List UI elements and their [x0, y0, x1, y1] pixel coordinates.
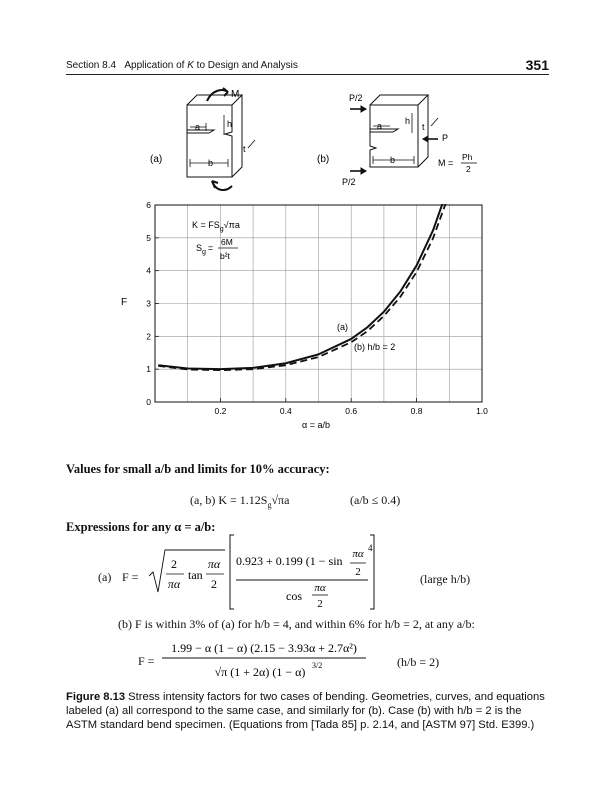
diagram-a-moment-label: M [231, 89, 240, 100]
formula-k: $K = FS_g√\pi a$ [192, 220, 240, 233]
x-axis-label: α = a/b [302, 420, 330, 430]
x-tick-label: 0.8 [410, 406, 423, 416]
section-title-part: to Design and Analysis [193, 60, 298, 71]
eq-a-prefactor [148, 548, 226, 598]
svg-text:4: 4 [368, 543, 373, 553]
diagram-a-b-label: b [208, 158, 214, 168]
y-tick-label: 6 [146, 200, 151, 210]
svg-text:cos: cos [286, 589, 302, 603]
diagram-b-moment-lhs: M = [438, 158, 454, 168]
diagram-b [350, 95, 477, 174]
y-axis-label: F [121, 297, 128, 308]
svg-text:√π (1 + 2α) (1 − α): √π (1 + 2α) (1 − α) [214, 665, 306, 679]
diagram-b-side-load: P [442, 133, 449, 143]
diagram-a-h-label: h [227, 119, 233, 129]
diagram-b-top-load: P/2 [349, 93, 363, 103]
y-tick-label: 4 [146, 265, 151, 276]
svg-text:2: 2 [211, 577, 217, 591]
eq-a-condition: (large h/b) [420, 572, 471, 586]
eq-a-label: (a) [98, 570, 112, 584]
eq-a-bracket-term [228, 533, 378, 611]
svg-text:πα: πα [314, 582, 326, 594]
diagram-b-moment-den: 2 [466, 164, 471, 174]
svg-text:πα: πα [167, 577, 181, 591]
formula-s-num: 6M [221, 237, 233, 247]
svg-text:2: 2 [317, 598, 323, 610]
eq-c-condition: (h/b = 2) [397, 655, 440, 669]
diagram-a-label: (a) [150, 154, 163, 165]
x-tick-label: 0.4 [279, 406, 292, 416]
svg-text:2: 2 [171, 557, 177, 571]
small-values-condition: (a/b ≤ 0.4) [350, 493, 401, 507]
svg-text:2: 2 [355, 566, 361, 578]
y-tick-label: 1 [146, 364, 151, 375]
eq-c-fraction [160, 636, 370, 684]
svg-text:1.99 − α (1 − α) (2.15 − 3.93α: 1.99 − α (1 − α) (2.15 − 3.93α + 2.7α²) [171, 641, 357, 655]
formula-s: $S_g$ = [196, 243, 214, 256]
section-title-part: Application of [124, 60, 188, 71]
y-tick-label: 0 [146, 397, 151, 407]
diagram-a [187, 88, 255, 190]
figure-caption [66, 690, 548, 732]
diagram-b-bottom-load: P/2 [342, 177, 356, 187]
svg-text:0.923 + 0.199 (1 − sin: 0.923 + 0.199 (1 − sin [236, 554, 343, 568]
diagram-b-b-label: b [390, 155, 396, 165]
y-tick-label: 3 [146, 298, 151, 309]
x-tick-label: 0.6 [345, 406, 358, 416]
caption-body: Stress intensity factors for two cases of bending. Geometries, curves, and equations labeled (a) all correspond to the same case, and similarly for (b). Case (b) with h/b = 2 is the ASTM standard bend specimen. (Equations from [Tada 85] p. 2.14, and [ASTM 97] Std. E399.) [66, 691, 545, 731]
diagram-b-h-label: h [405, 116, 411, 126]
svg-text:πα: πα [352, 548, 364, 560]
x-tick-label: 0.2 [214, 406, 227, 416]
page-number: 351 [525, 57, 549, 73]
diagram-b-moment-num: Ph [462, 152, 473, 162]
svg-text:3/2: 3/2 [312, 661, 323, 670]
eq-c-lhs: F = [138, 654, 155, 668]
x-tick-label: 1.0 [476, 406, 488, 416]
small-values-equation: (a, b) $K = 1.12S_g√\pi a$ [190, 493, 290, 510]
diagram-a-t-label: t [243, 144, 246, 154]
any-alpha-heading: Expressions for any α = a/b: [66, 520, 216, 534]
label-series-b: (b) h/b = 2 [354, 342, 396, 352]
formula-s-den: b²t [220, 251, 230, 261]
caption-label: Figure 8.13 [66, 691, 126, 703]
eq-b-statement: (b) F is within 3% of (a) for h/b = 4, and within 6% for h/b = 2, at any a/b: [118, 617, 475, 631]
svg-text:πα: πα [207, 557, 221, 571]
section-number: Section 8.4 [66, 60, 117, 71]
small-values-heading: Values for small a/b and limits for 10% accuracy: [66, 462, 330, 476]
y-tick-label: 2 [146, 331, 151, 342]
diagram-b-label: (b) [317, 154, 330, 165]
diagram-a-a-label: a [195, 122, 201, 132]
eq-a-lhs: F = [122, 570, 139, 584]
label-series-a: (a) [337, 322, 348, 332]
diagram-b-a-label: a [377, 121, 383, 131]
svg-text:tan: tan [188, 568, 203, 582]
y-tick-label: 5 [146, 232, 151, 243]
diagram-b-t-label: t [422, 122, 425, 132]
section-title-k: K [187, 60, 194, 71]
